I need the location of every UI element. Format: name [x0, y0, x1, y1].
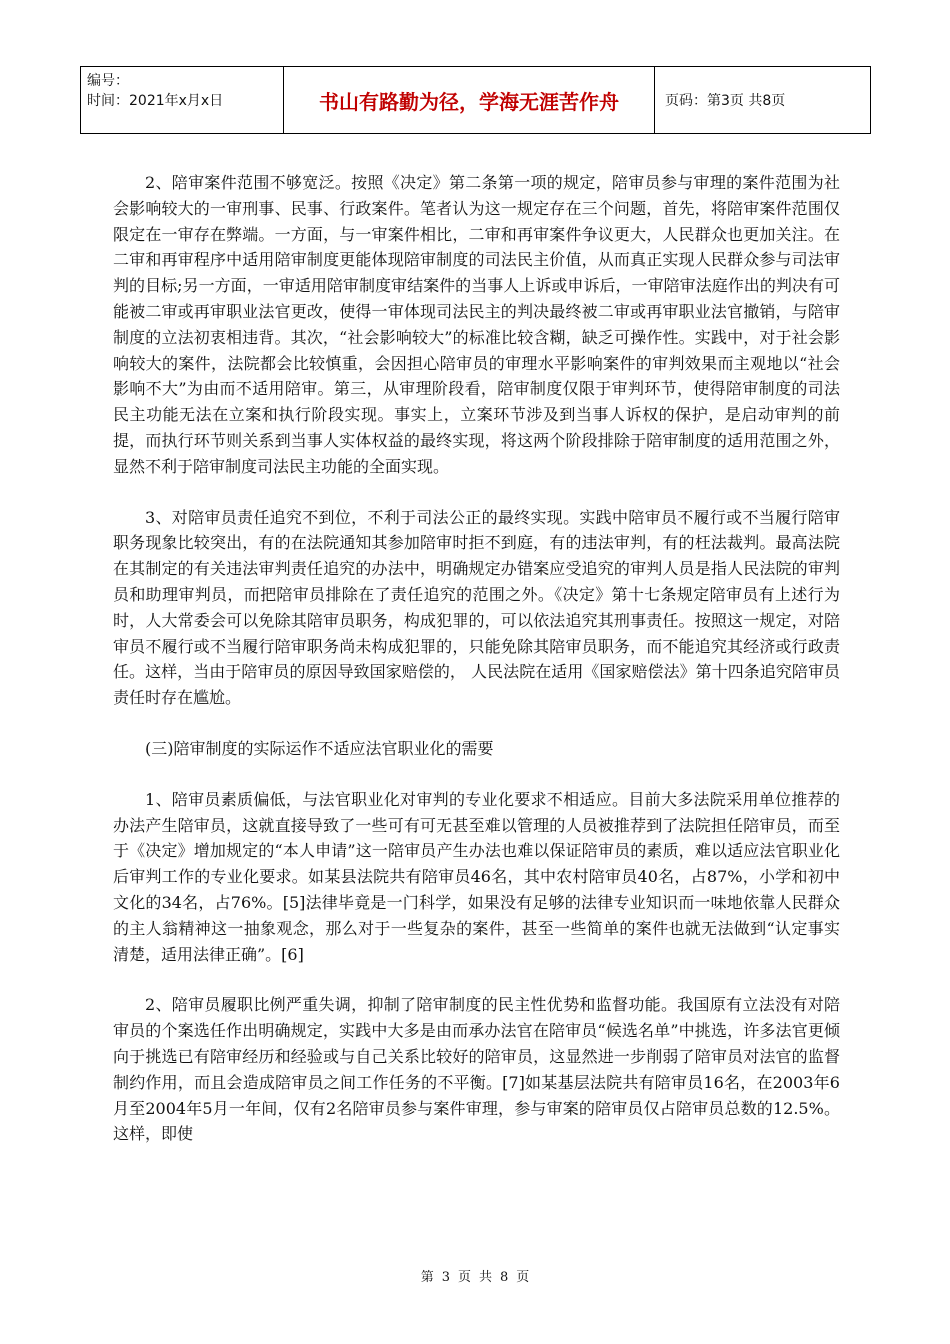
paragraph: 3、对陪审员责任追究不到位，不利于司法公正的最终实现。实践中陪审员不履行或不当履行陪审职务现象比较突出，有的在法院通知其参加陪审时拒不到庭，有的违法审判，有的枉法裁判。最高法院在其制定的有关违法审判责任追究的办法中，明确规定办错案应受追究的审判人员是指人民法院的审判员和助理审判员，而把陪审员排除在了责任追究的范围之外。《决定》第十七条规定陪审员有上述行为时，人大常委会可以免除其陪审员职务，构成犯罪的，可以依法追究其刑事责任。按照这一规定，对陪审员不履行或不当履行陪审职务尚未构成犯罪的，只能免除其陪审员职务，而不能追究其经济或行政责任。这样，当由于陪审员的原因导致国家赔偿的， 人民法院在适用《国家赔偿法》第十四条追究陪审员责任时存在尴尬。	[113, 507, 840, 708]
section-heading: (三)陪审制度的实际运作不适应法官职业化的需要	[145, 738, 494, 758]
footer-ye: 页	[457, 1270, 471, 1285]
number-label: 编号：	[87, 73, 129, 89]
footer-gong: 共	[479, 1270, 493, 1285]
page-info: 页码：第3页 共8页	[665, 93, 786, 109]
paragraph: 2、陪审员履职比例严重失调，抑制了陪审制度的民主性优势和监督功能。我国原有立法没有对陪审员的个案选任作出明确规定，实践中大多是由而承办法官在陪审员“候选名单”中挑选，许多法官更倾向于挑选已有陪审经历和经验或与自己关系比较好的陪审员，这显然进一步削弱了陪审员对法官的监督制约作用，而且会造成陪审员之间工作任务的不平衡。[7]如某基层法院共有陪审员16名，在2003年6月至2004年5月一年间，仅有2名陪审员参与案件审理，参与审案的陪审员仅占陪审员总数的12.5%。这样，即使	[113, 995, 840, 1144]
footer-ye2: 页	[516, 1270, 530, 1285]
paragraph: 2、陪审案件范围不够宽泛。按照《决定》第二条第一项的规定，陪审员参与审理的案件范围为社会影响较大的一审刑事、民事、行政案件。笔者认为这一规定存在三个问题，首先，将陪审案件范围仅限定在一审存在弊端。一方面，与一审案件相比，二审和再审案件争议更大，人民群众也更加关注。在二审和再审程序中适用陪审制度更能体现陪审制度的司法民主价值，从而真正实现人民群众参与司法审判的目标;另一方面，一审适用陪审制度审结案件的当事人上诉或申诉后，一审陪审法庭作出的判决有可能被二审或再审职业法官更改，使得一审体现司法民主的判决最终被二审或再审职业法官撤销，与陪审制度的立法初衷相违背。其次，“社会影响较大”的标准比较含糊，缺乏可操作性。实践中，对于社会影响较大的案件，法院都会比较慎重，会因担心陪审员的审理水平影响案件的审判效果而主观地以“社会影响不大”为由而不适用陪审。第三，从审理阶段看，陪审制度仅限于审判环节，使得陪审制度的司法民主功能无法在立案和执行阶段实现。事实上，立案环节涉及到当事人诉权的保护，是启动审判的前提，而执行环节则关系到当事人实体权益的最终实现，将这两个阶段排除于陪审制度的适用范围之外，显然不利于陪审制度司法民主功能的全面实现。	[113, 173, 840, 476]
page-footer	[0, 1266, 950, 1285]
time-label: 时间：2021年x月x日	[87, 93, 224, 109]
motto: 书山有路勤为径，学海无涯苦作舟	[284, 67, 655, 133]
footer-current-page: 3	[441, 1270, 450, 1285]
header-meta	[81, 67, 284, 133]
document-body	[113, 170, 840, 1147]
paragraph: 1、陪审员素质偏低，与法官职业化对审判的专业化要求不相适应。目前大多法院采用单位推荐的办法产生陪审员，这就直接导致了一些可有可无甚至难以管理的人员被推荐到了法院担任陪审员，而至于《决定》增加规定的“本人申请”这一陪审员产生办法也难以保证陪审员的素质，难以适应法官职业化后审判工作的专业化要求。如某县法院共有陪审员46名，其中农村陪审员40名，占87%，小学和初中文化的34名，占76%。[5]法律毕竟是一门科学，如果没有足够的法律专业知识而一味地依靠人民群众的主人翁精神这一抽象观念，那么对于一些复杂的案件，甚至一些简单的案件也就无法做到“认定事实清楚，适用法律正确”。[6]	[113, 789, 840, 964]
footer-total-pages: 8	[500, 1270, 509, 1285]
document-header	[80, 66, 871, 134]
footer-di: 第	[420, 1270, 434, 1285]
